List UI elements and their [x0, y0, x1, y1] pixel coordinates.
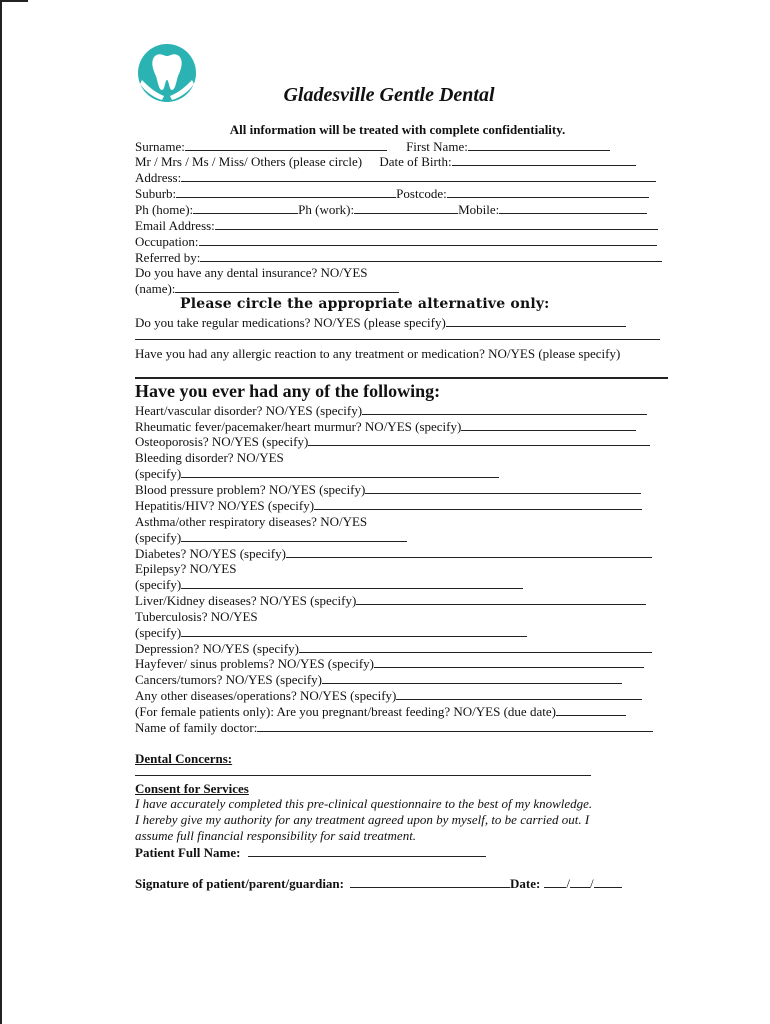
rheumatic-field[interactable] — [461, 419, 636, 431]
occupation-field[interactable] — [199, 234, 657, 246]
title-label: Mr / Mrs / Ms / Miss/ Others (please circle) — [135, 154, 363, 169]
ph-work-field[interactable] — [354, 202, 458, 214]
tuberculosis-field[interactable] — [181, 625, 527, 637]
first-name-field[interactable] — [468, 139, 610, 151]
history-item — [135, 704, 626, 719]
history-item — [135, 625, 527, 640]
family-doctor-label: Name of family doctor: — [135, 720, 258, 735]
referred-by-field[interactable] — [200, 250, 662, 262]
blood-pressure-field[interactable] — [365, 482, 641, 494]
epilepsy-field[interactable] — [181, 577, 523, 589]
confidentiality-notice: All information will be treated with complete confidentiality. — [229, 122, 566, 137]
suburb-field[interactable] — [176, 186, 396, 198]
signature-field[interactable] — [350, 876, 510, 888]
date-day-field[interactable] — [544, 876, 566, 888]
cancers-label: Cancers/tumors? NO/YES (specify) — [135, 672, 323, 687]
clinic-name: Gladesville Gentle Dental — [283, 84, 495, 106]
dental-concerns-label: Dental Concerns: — [135, 751, 233, 766]
allergic-label: Have you had any allergic reaction to any treatment or medication? NO/YES (please specify) — [135, 346, 621, 361]
dob-field[interactable] — [452, 154, 636, 166]
scan-edge-mark — [0, 0, 2, 1024]
history-item — [135, 466, 499, 481]
referred-by-label: Referred by: — [135, 250, 201, 265]
signature-row — [135, 876, 622, 891]
history-item — [135, 561, 236, 576]
epilepsy-label: Epilepsy? NO/YES — [135, 561, 237, 576]
heart-label: Heart/vascular disorder? NO/YES (specify) — [135, 403, 363, 418]
ph-home-label: Ph (home): — [135, 202, 194, 217]
bleeding-label: Bleeding disorder? NO/YES — [135, 450, 284, 465]
insurance-row — [135, 265, 368, 280]
osteoporosis-field[interactable] — [308, 434, 650, 446]
consent-line-2: I hereby give my authority for any treatment agreed upon by myself, to be carried out. I — [135, 812, 590, 827]
tuberculosis-specify-label: (specify) — [135, 625, 182, 640]
occupation-row — [135, 234, 657, 249]
history-item — [135, 656, 644, 671]
surname-field[interactable] — [185, 139, 387, 151]
suburb-row — [135, 186, 649, 201]
postcode-field[interactable] — [447, 186, 649, 198]
occupation-label: Occupation: — [135, 234, 199, 249]
scan-edge-mark-top — [0, 0, 28, 2]
section-divider — [135, 377, 668, 379]
dob-label: Date of Birth: — [379, 154, 452, 169]
email-label: Email Address: — [135, 218, 215, 233]
asthma-label: Asthma/other respiratory diseases? NO/YES — [135, 514, 368, 529]
date-month-field[interactable] — [570, 876, 590, 888]
ph-home-field[interactable] — [193, 202, 298, 214]
ph-work-label: Ph (work): — [298, 202, 355, 217]
allergic-row — [135, 346, 620, 361]
history-item — [135, 688, 642, 703]
date-year-field[interactable] — [594, 876, 622, 888]
blood-pressure-label: Blood pressure problem? NO/YES (specify) — [135, 482, 366, 497]
other-label: Any other diseases/operations? NO/YES (specify) — [135, 688, 397, 703]
address-label: Address: — [135, 170, 182, 185]
history-item — [135, 530, 407, 545]
hayfever-label: Hayfever/ sinus problems? NO/YES (specify) — [135, 656, 374, 671]
medications-extra-line[interactable] — [135, 339, 660, 340]
circle-instruction-heading: Please circle the appropriate alternative only: — [180, 296, 550, 312]
medications-label: Do you take regular medications? NO/YES (please specify) — [135, 315, 446, 330]
history-item — [135, 577, 523, 592]
pregnant-label: (For female patients only): Are you pregnant/breast feeding? NO/YES (due date) — [135, 704, 556, 719]
surname-row — [135, 139, 610, 154]
depression-field[interactable] — [299, 641, 652, 653]
date-label: Date: — [509, 876, 541, 891]
date-separator: / — [589, 876, 594, 891]
address-field[interactable] — [181, 170, 656, 182]
surname-label: Surname: — [135, 139, 185, 154]
date-separator: / — [566, 876, 570, 891]
patient-name-label: Patient Full Name: — [135, 845, 241, 860]
heart-field[interactable] — [362, 403, 647, 415]
mobile-label: Mobile: — [458, 202, 500, 217]
history-heading: Have you ever had any of the following: — [135, 381, 441, 401]
patient-name-field[interactable] — [248, 845, 486, 857]
history-item — [135, 482, 641, 497]
insurance-name-field[interactable] — [175, 281, 399, 293]
phone-row — [135, 202, 647, 217]
consent-heading: Consent for Services — [135, 781, 249, 796]
insurance-name-row — [135, 281, 399, 296]
history-item — [135, 498, 642, 513]
history-item — [135, 641, 652, 656]
medications-field[interactable] — [446, 315, 626, 327]
cancers-field[interactable] — [322, 672, 622, 684]
liver-label: Liver/Kidney diseases? NO/YES (specify) — [135, 593, 357, 608]
title-row — [135, 154, 636, 169]
pregnant-field[interactable] — [556, 704, 626, 716]
bleeding-specify-label: (specify) — [135, 466, 182, 481]
hayfever-field[interactable] — [374, 656, 644, 668]
patient-name-row — [135, 845, 486, 860]
family-doctor-field[interactable] — [257, 720, 653, 732]
consent-line-3: assume full financial responsibility for said treatment. — [135, 828, 417, 843]
email-field[interactable] — [215, 218, 658, 230]
diabetes-label: Diabetes? NO/YES (specify) — [135, 546, 286, 561]
first-name-label: First Name: — [406, 139, 468, 154]
history-item — [135, 593, 646, 608]
hepatitis-label: Hepatitis/HIV? NO/YES (specify) — [135, 498, 315, 513]
history-item — [135, 450, 284, 465]
epilepsy-specify-label: (specify) — [135, 577, 182, 592]
history-item — [135, 514, 367, 529]
other-field[interactable] — [396, 688, 642, 700]
diabetes-field[interactable] — [286, 546, 652, 558]
signature-label: Signature of patient/parent/guardian: — [135, 876, 344, 891]
mobile-field[interactable] — [499, 202, 647, 214]
referred-row — [135, 250, 662, 265]
consent-line-1: I have accurately completed this pre-clinical questionnaire to the best of my knowledge. — [135, 796, 593, 811]
dental-concerns-field[interactable] — [135, 775, 591, 776]
history-item — [135, 609, 258, 624]
insurance-name-label: (name): — [135, 281, 176, 296]
rheumatic-label: Rheumatic fever/pacemaker/heart murmur? NO/YES (specify) — [135, 419, 462, 434]
insurance-label: Do you have any dental insurance? NO/YES — [135, 265, 368, 280]
history-item — [135, 434, 650, 449]
asthma-field[interactable] — [181, 530, 407, 542]
history-item — [135, 419, 636, 434]
history-item — [135, 546, 652, 561]
depression-label: Depression? NO/YES (specify) — [135, 641, 299, 656]
osteoporosis-label: Osteoporosis? NO/YES (specify) — [135, 434, 309, 449]
history-item — [135, 403, 647, 418]
asthma-specify-label: (specify) — [135, 530, 182, 545]
history-item — [135, 720, 653, 735]
hepatitis-field[interactable] — [314, 498, 642, 510]
email-row — [135, 218, 658, 233]
address-row — [135, 170, 656, 185]
postcode-label: Postcode: — [396, 186, 447, 201]
medications-row — [135, 315, 626, 330]
suburb-label: Suburb: — [135, 186, 177, 201]
bleeding-field[interactable] — [181, 466, 499, 478]
liver-field[interactable] — [356, 593, 646, 605]
history-item — [135, 672, 622, 687]
tuberculosis-label: Tuberculosis? NO/YES — [135, 609, 258, 624]
